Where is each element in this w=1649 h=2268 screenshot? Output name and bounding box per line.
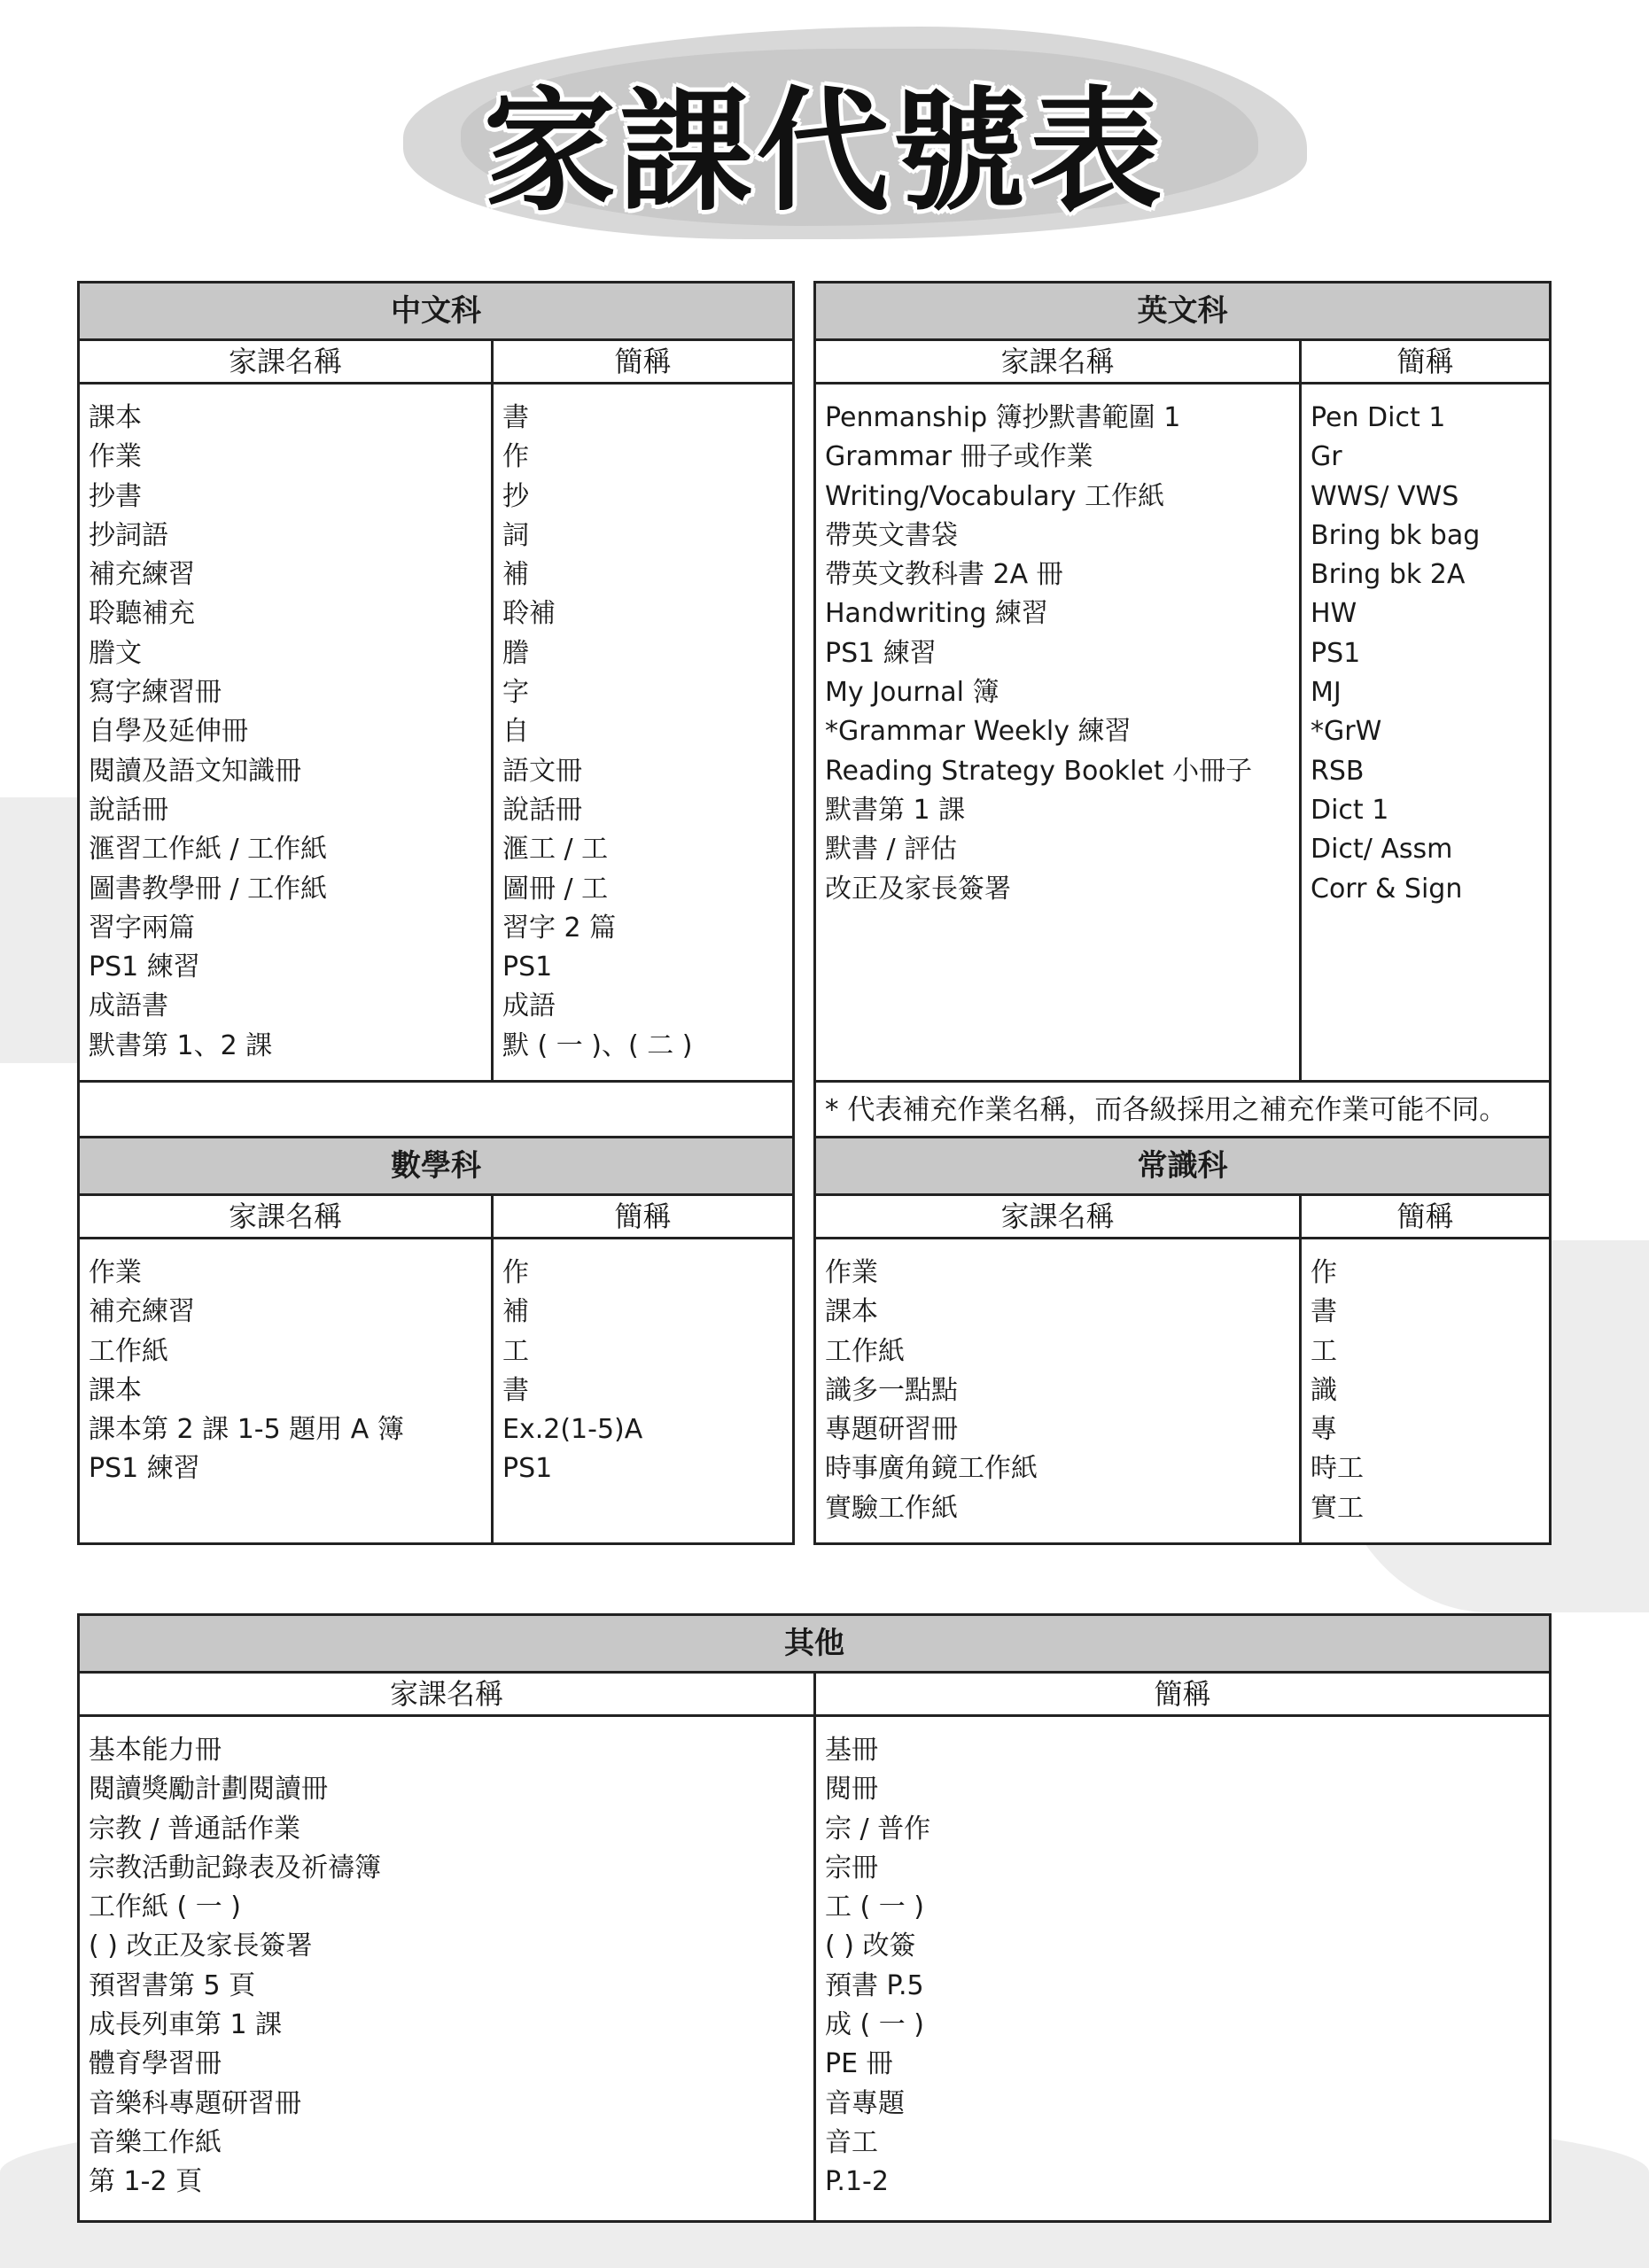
name-column-header: 家課名稱 [816, 338, 1302, 384]
table-cell: 宗教活動記錄表及祈禱簿 [89, 1852, 381, 1884]
table-cell: 補 [502, 1296, 529, 1328]
table-cell: Bring bk bag [1311, 519, 1481, 551]
table-cell: My Journal 簿 [825, 677, 1000, 709]
table-cell: 聆聽補充 [89, 598, 195, 630]
table-cell: WWS/ VWS [1311, 480, 1459, 512]
table-cell: RSB [1311, 755, 1365, 787]
table-cell: 抄書 [89, 480, 142, 512]
table-cell: *GrW [1311, 716, 1382, 748]
table-cell: Ex.2(1-5)A [502, 1414, 643, 1446]
table-cell: PS1 練習 [825, 637, 937, 669]
table-cell: 成語書 [89, 990, 168, 1022]
table-cell: 書 [502, 402, 529, 433]
table-cell: 抄 [502, 480, 529, 512]
table-cell: 專題研習冊 [825, 1414, 958, 1446]
footnote: * 代表補充作業名稱，而各級採用之補充作業可能不同。 [813, 1080, 1552, 1138]
table-cell: Gr [1311, 441, 1342, 473]
table-cell: 實工 [1311, 1492, 1364, 1524]
table-cell: Penmanship 簿抄默書範圍 1 [825, 402, 1181, 433]
table-cell: 習字 2 篇 [502, 912, 617, 944]
table-cell: 補 [502, 559, 529, 591]
table-cell: 自 [502, 716, 529, 748]
abbr-column-header: 簡稱 [1302, 338, 1549, 384]
table-cell: 基本能力冊 [89, 1735, 222, 1766]
table-cell: 工 ( 一 ) [825, 1891, 925, 1923]
name-column-header: 家課名稱 [80, 1671, 816, 1717]
table-cell: 宗冊 [825, 1852, 878, 1884]
table-cell: 默書第 1 課 [825, 794, 966, 826]
table-cell: 音樂工作紙 [89, 2126, 222, 2158]
table-cell: 閱讀及語文知識冊 [89, 755, 301, 787]
table-cell: 補充練習 [89, 559, 195, 591]
table-cell: 作業 [89, 441, 142, 473]
table-cell: Dict 1 [1311, 794, 1389, 826]
table-cell: 音專題 [825, 2087, 905, 2119]
table-cell: 識 [1311, 1374, 1337, 1406]
table-cell: *Grammar Weekly 練習 [825, 716, 1132, 748]
table-cell: 滙工 / 工 [502, 834, 609, 866]
math-name-list [80, 1239, 494, 1542]
table-cell: 寫字練習冊 [89, 677, 222, 709]
table-cell: PS1 練習 [89, 1453, 200, 1485]
table-cell: Grammar 冊子或作業 [825, 441, 1093, 473]
table-cell: 課本 [89, 402, 142, 433]
table-cell: HW [1311, 598, 1357, 630]
table-cell: 專 [1311, 1414, 1337, 1446]
table-cell: 工作紙 [825, 1335, 905, 1367]
table-cell: 自學及延伸冊 [89, 716, 248, 748]
table-cell: 音工 [825, 2126, 878, 2158]
chinese-abbr-list [494, 384, 792, 1080]
table-cell: Handwriting 練習 [825, 598, 1048, 630]
english-name-list [816, 384, 1302, 1080]
chinese-name-list [80, 384, 494, 1080]
abbr-column-header: 簡稱 [494, 1193, 792, 1239]
table-cell: 謄 [502, 637, 529, 669]
table-cell: Corr & Sign [1311, 873, 1463, 905]
table-cell: 改正及家長簽署 [825, 873, 1011, 905]
math-abbr-list [494, 1239, 792, 1542]
table-cell: 工 [1311, 1335, 1337, 1367]
gs-subject-header: 常識科 [816, 1138, 1549, 1196]
table-cell: 音樂科專題研習冊 [89, 2087, 301, 2119]
chinese-subject-header: 中文科 [80, 284, 792, 341]
others-table [77, 1613, 1552, 2223]
table-cell: 作 [502, 441, 529, 473]
math-table [77, 1136, 795, 1545]
table-cell: ( ) 改簽 [825, 1930, 916, 1962]
table-cell: 識多一點點 [825, 1374, 958, 1406]
table-cell: 成長列車第 1 課 [89, 2009, 283, 2041]
table-cell: 作業 [825, 1257, 878, 1288]
table-cell: 宗 / 普作 [825, 1813, 931, 1845]
table-cell: 補充練習 [89, 1296, 195, 1328]
english-table [813, 281, 1552, 1083]
abbr-column-header: 簡稱 [816, 1671, 1549, 1717]
others-name-list [80, 1717, 816, 2220]
table-cell: 帶英文教科書 2A 冊 [825, 559, 1063, 591]
table-cell: PS1 [1311, 637, 1361, 669]
table-cell: 語文冊 [502, 755, 582, 787]
abbr-column-header: 簡稱 [1302, 1193, 1549, 1239]
table-cell: 書 [502, 1374, 529, 1406]
table-cell: Bring bk 2A [1311, 559, 1466, 591]
english-abbr-list [1302, 384, 1549, 1080]
table-cell: PE 冊 [825, 2048, 893, 2080]
table-cell: 閱讀獎勵計劃閱讀冊 [89, 1774, 328, 1806]
table-cell: 閱冊 [825, 1774, 878, 1806]
table-cell: 工作紙 [89, 1335, 168, 1367]
table-cell: 詞 [502, 519, 529, 551]
table-cell: Dict/ Assm [1311, 834, 1453, 866]
others-subject-header: 其他 [80, 1616, 1549, 1674]
others-abbr-list [816, 1717, 1549, 2220]
table-cell: 聆補 [502, 598, 556, 630]
page-title: 家課代號表 [483, 75, 1166, 229]
table-cell: 字 [502, 677, 529, 709]
english-subject-header: 英文科 [816, 284, 1549, 341]
table-cell: ( ) 改正及家長簽署 [89, 1930, 313, 1962]
table-cell: 課本 [825, 1296, 878, 1328]
table-cell: 作業 [89, 1257, 142, 1288]
chinese-table [77, 281, 795, 1083]
table-cell: Reading Strategy Booklet 小冊子 [825, 755, 1253, 787]
table-cell: MJ [1311, 677, 1342, 709]
table-cell: 工 [502, 1335, 529, 1367]
table-cell: 說話冊 [89, 794, 168, 826]
table-cell: 課本第 2 課 1-5 題用 A 簿 [89, 1414, 404, 1446]
table-cell: 作 [502, 1257, 529, 1288]
table-cell: 第 1-2 頁 [89, 2166, 203, 2198]
table-cell: Pen Dict 1 [1311, 402, 1446, 433]
table-cell: 帶英文書袋 [825, 519, 958, 551]
table-cell: PS1 [502, 951, 553, 983]
table-cell: 時工 [1311, 1453, 1364, 1485]
name-column-header: 家課名稱 [80, 338, 494, 384]
table-cell: 圖冊 / 工 [502, 873, 609, 905]
gs-abbr-list [1302, 1239, 1549, 1542]
abbr-column-header: 簡稱 [494, 338, 792, 384]
table-cell: 工作紙 ( 一 ) [89, 1891, 242, 1923]
table-cell: 作 [1311, 1257, 1337, 1288]
table-cell: 默書第 1、2 課 [89, 1029, 273, 1061]
name-column-header: 家課名稱 [816, 1193, 1302, 1239]
table-cell: 課本 [89, 1374, 142, 1406]
name-column-header: 家課名稱 [80, 1193, 494, 1239]
table-cell: 書 [1311, 1296, 1337, 1328]
table-cell: 實驗工作紙 [825, 1492, 958, 1524]
table-cell: 抄詞語 [89, 519, 168, 551]
math-subject-header: 數學科 [80, 1138, 792, 1196]
table-cell: 習字兩篇 [89, 912, 195, 944]
table-cell: 默書 / 評估 [825, 834, 958, 866]
table-cell: 默 ( 一 )、( 二 ) [502, 1029, 693, 1061]
blank-cell [77, 1080, 795, 1138]
table-cell: 時事廣角鏡工作紙 [825, 1453, 1038, 1485]
table-cell: P.1-2 [825, 2166, 889, 2198]
table-cell: 預書 P.5 [825, 1969, 924, 2001]
table-cell: Writing/Vocabulary 工作紙 [825, 480, 1165, 512]
table-cell: PS1 練習 [89, 951, 200, 983]
table-cell: 體育學習冊 [89, 2048, 222, 2080]
table-cell: 說話冊 [502, 794, 582, 826]
table-cell: 成語 [502, 990, 556, 1022]
general-studies-table [813, 1136, 1552, 1545]
table-cell: 圖書教學冊 / 工作紙 [89, 873, 328, 905]
table-cell: 滙習工作紙 / 工作紙 [89, 834, 328, 866]
table-cell: 宗教 / 普通話作業 [89, 1813, 301, 1845]
table-cell: 預習書第 5 頁 [89, 1969, 256, 2001]
gs-name-list [816, 1239, 1302, 1542]
table-cell: 成 ( 一 ) [825, 2009, 925, 2041]
table-cell: PS1 [502, 1453, 553, 1485]
table-cell: 謄文 [89, 637, 142, 669]
table-cell: 基冊 [825, 1735, 878, 1766]
